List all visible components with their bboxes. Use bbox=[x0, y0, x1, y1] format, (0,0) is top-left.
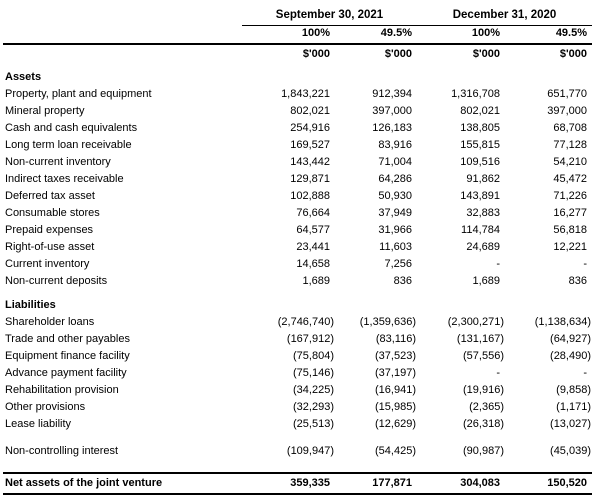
value-cell: (1,359,636) bbox=[359, 315, 416, 328]
value-cell: (54,425) bbox=[375, 444, 416, 457]
table-row bbox=[3, 137, 592, 154]
table-row bbox=[3, 348, 592, 365]
row-label: Non-current deposits bbox=[5, 274, 108, 287]
unit-header: $'000 bbox=[302, 47, 330, 60]
pct-header-sep-100: 100% bbox=[242, 25, 335, 44]
value-cell: (37,523) bbox=[375, 349, 416, 362]
row-label: Advance payment facility bbox=[5, 366, 127, 379]
table-row bbox=[3, 103, 592, 120]
section-header-row bbox=[3, 62, 592, 86]
value-cell: (90,987) bbox=[463, 444, 504, 457]
value-cell: 56,818 bbox=[553, 223, 588, 236]
value-cell: 1,689 bbox=[472, 274, 500, 287]
table-row bbox=[3, 154, 592, 171]
value-cell: 45,472 bbox=[553, 172, 588, 185]
value-cell: 143,442 bbox=[290, 155, 330, 168]
value-cell: (13,027) bbox=[550, 417, 592, 430]
value-cell: (2,300,271) bbox=[447, 315, 504, 328]
value-cell: (131,167) bbox=[456, 332, 504, 345]
table-row bbox=[3, 382, 592, 399]
table-row bbox=[3, 171, 592, 188]
row-label: Equipment finance facility bbox=[5, 349, 130, 362]
value-cell: 24,689 bbox=[466, 240, 500, 253]
table-row bbox=[3, 314, 592, 331]
value-cell: 68,708 bbox=[553, 121, 588, 134]
value-cell: 37,949 bbox=[378, 206, 412, 219]
row-label: Shareholder loans bbox=[5, 315, 95, 328]
row-label: Net assets of the joint venture bbox=[3, 473, 242, 494]
value-cell: - bbox=[583, 366, 588, 379]
value-cell: (9,858) bbox=[556, 383, 592, 396]
value-cell: 254,916 bbox=[290, 121, 330, 134]
value-cell: 23,441 bbox=[296, 240, 330, 253]
value-cell: (26,318) bbox=[463, 417, 504, 430]
value-cell: 169,527 bbox=[290, 138, 330, 151]
table-row bbox=[3, 416, 592, 433]
row-label: Property, plant and equipment bbox=[5, 87, 152, 100]
row-label: Rehabilitation provision bbox=[5, 383, 119, 396]
value-cell: 1,843,221 bbox=[281, 87, 330, 100]
value-cell: 836 bbox=[393, 274, 412, 287]
value-cell: (34,225) bbox=[293, 383, 334, 396]
value-cell: (64,927) bbox=[550, 332, 592, 345]
column-group-september-2021: September 30, 2021 bbox=[242, 8, 417, 25]
total-row bbox=[3, 473, 592, 494]
section-header-row bbox=[3, 290, 592, 314]
value-cell: (57,556) bbox=[463, 349, 504, 362]
pct-header-dec-49-5: 49.5% bbox=[505, 25, 592, 44]
value-cell: (12,629) bbox=[375, 417, 416, 430]
table-row bbox=[3, 188, 592, 205]
value-cell: (1,171) bbox=[556, 400, 592, 413]
value-cell: (1,138,634) bbox=[534, 315, 592, 328]
empty-corner-cell bbox=[3, 44, 242, 62]
value-cell: 91,862 bbox=[466, 172, 500, 185]
unit-header: $'000 bbox=[472, 47, 500, 60]
value-cell: (32,293) bbox=[293, 400, 334, 413]
value-cell: 64,286 bbox=[378, 172, 412, 185]
table-row bbox=[3, 86, 592, 103]
value-cell: 102,888 bbox=[290, 189, 330, 202]
row-label: Deferred tax asset bbox=[5, 189, 95, 202]
value-cell: (2,365) bbox=[469, 400, 504, 413]
row-label: Indirect taxes receivable bbox=[5, 172, 124, 185]
section-title: Liabilities bbox=[5, 298, 56, 311]
empty-corner-cell bbox=[3, 25, 242, 44]
pct-header-dec-100: 100% bbox=[417, 25, 505, 44]
value-cell: 71,004 bbox=[378, 155, 412, 168]
value-cell: 397,000 bbox=[372, 104, 412, 117]
row-label: Trade and other payables bbox=[5, 332, 130, 345]
value-cell: 177,871 bbox=[335, 473, 417, 494]
value-cell: 150,520 bbox=[505, 473, 592, 494]
value-cell: 54,210 bbox=[553, 155, 588, 168]
value-cell: (109,947) bbox=[286, 444, 334, 457]
value-cell: 143,891 bbox=[460, 189, 500, 202]
value-cell: (45,039) bbox=[550, 444, 592, 457]
value-cell: 155,815 bbox=[460, 138, 500, 151]
value-cell: 50,930 bbox=[378, 189, 412, 202]
table-row bbox=[3, 365, 592, 382]
value-cell: 836 bbox=[568, 274, 588, 287]
spacer-row bbox=[3, 460, 592, 473]
units-row bbox=[3, 44, 592, 62]
value-cell: (83,116) bbox=[375, 332, 416, 345]
row-label: Consumable stores bbox=[5, 206, 100, 219]
table-row bbox=[3, 256, 592, 273]
unit-header: $'000 bbox=[384, 47, 412, 60]
value-cell: 138,805 bbox=[460, 121, 500, 134]
row-label: Cash and cash equivalents bbox=[5, 121, 138, 134]
value-cell: 126,183 bbox=[372, 121, 412, 134]
value-cell: 1,316,708 bbox=[451, 87, 500, 100]
value-cell: 12,221 bbox=[553, 240, 588, 253]
table-row bbox=[3, 331, 592, 348]
table-row bbox=[3, 120, 592, 137]
value-cell: (16,941) bbox=[375, 383, 416, 396]
value-cell: 359,335 bbox=[242, 473, 335, 494]
value-cell: (15,985) bbox=[375, 400, 416, 413]
value-cell: 129,871 bbox=[290, 172, 330, 185]
value-cell: 77,128 bbox=[553, 138, 588, 151]
value-cell: 7,256 bbox=[384, 257, 412, 270]
row-label: Non-current inventory bbox=[5, 155, 111, 168]
row-label: Long term loan receivable bbox=[5, 138, 132, 151]
row-label: Right-of-use asset bbox=[5, 240, 95, 253]
value-cell: 651,770 bbox=[547, 87, 588, 100]
joint-venture-net-assets-table bbox=[3, 8, 592, 495]
value-cell: 109,516 bbox=[460, 155, 500, 168]
row-label: Other provisions bbox=[5, 400, 86, 413]
row-label: Mineral property bbox=[5, 104, 85, 117]
row-label: Current inventory bbox=[5, 257, 90, 270]
value-cell: 76,664 bbox=[296, 206, 330, 219]
table-row bbox=[3, 239, 592, 256]
empty-corner-cell bbox=[3, 8, 242, 25]
column-group-december-2020: December 31, 2020 bbox=[417, 8, 592, 25]
spacer-cell bbox=[3, 433, 592, 443]
value-cell: 32,883 bbox=[466, 206, 500, 219]
value-cell: 71,226 bbox=[553, 189, 588, 202]
section-title: Assets bbox=[5, 70, 42, 83]
value-cell: (25,513) bbox=[293, 417, 334, 430]
table-row bbox=[3, 205, 592, 222]
value-cell: 802,021 bbox=[460, 104, 500, 117]
value-cell: (19,916) bbox=[463, 383, 504, 396]
value-cell: (28,490) bbox=[550, 349, 592, 362]
value-cell: (2,746,740) bbox=[277, 315, 334, 328]
value-cell: 11,603 bbox=[379, 240, 412, 253]
value-cell: 802,021 bbox=[290, 104, 330, 117]
value-cell: 1,689 bbox=[302, 274, 330, 287]
row-label: Lease liability bbox=[5, 417, 72, 430]
row-label: Prepaid expenses bbox=[5, 223, 94, 236]
value-cell: - bbox=[496, 366, 500, 379]
row-label: Non-controlling interest bbox=[5, 444, 119, 457]
value-cell: 16,277 bbox=[553, 206, 588, 219]
value-cell: 114,784 bbox=[461, 223, 500, 236]
value-cell: 83,916 bbox=[378, 138, 412, 151]
table-row bbox=[3, 443, 592, 460]
table-row bbox=[3, 222, 592, 239]
ownership-percentage-row bbox=[3, 25, 592, 44]
table-row bbox=[3, 399, 592, 416]
table-row bbox=[3, 273, 592, 290]
value-cell: 912,394 bbox=[372, 87, 412, 100]
value-cell: - bbox=[496, 257, 500, 270]
value-cell: - bbox=[583, 257, 588, 270]
value-cell: 14,658 bbox=[296, 257, 330, 270]
spacer-row bbox=[3, 433, 592, 443]
value-cell: (75,804) bbox=[293, 349, 334, 362]
value-cell: 304,083 bbox=[417, 473, 505, 494]
pct-header-sep-49-5: 49.5% bbox=[335, 25, 417, 44]
value-cell: (167,912) bbox=[286, 332, 334, 345]
value-cell: 397,000 bbox=[547, 104, 588, 117]
value-cell: (37,197) bbox=[375, 366, 416, 379]
unit-header: $'000 bbox=[559, 47, 588, 60]
column-group-header-row bbox=[3, 8, 592, 25]
value-cell: (75,146) bbox=[293, 366, 334, 379]
value-cell: 31,966 bbox=[378, 223, 412, 236]
spacer-cell bbox=[3, 460, 592, 473]
value-cell: 64,577 bbox=[296, 223, 330, 236]
